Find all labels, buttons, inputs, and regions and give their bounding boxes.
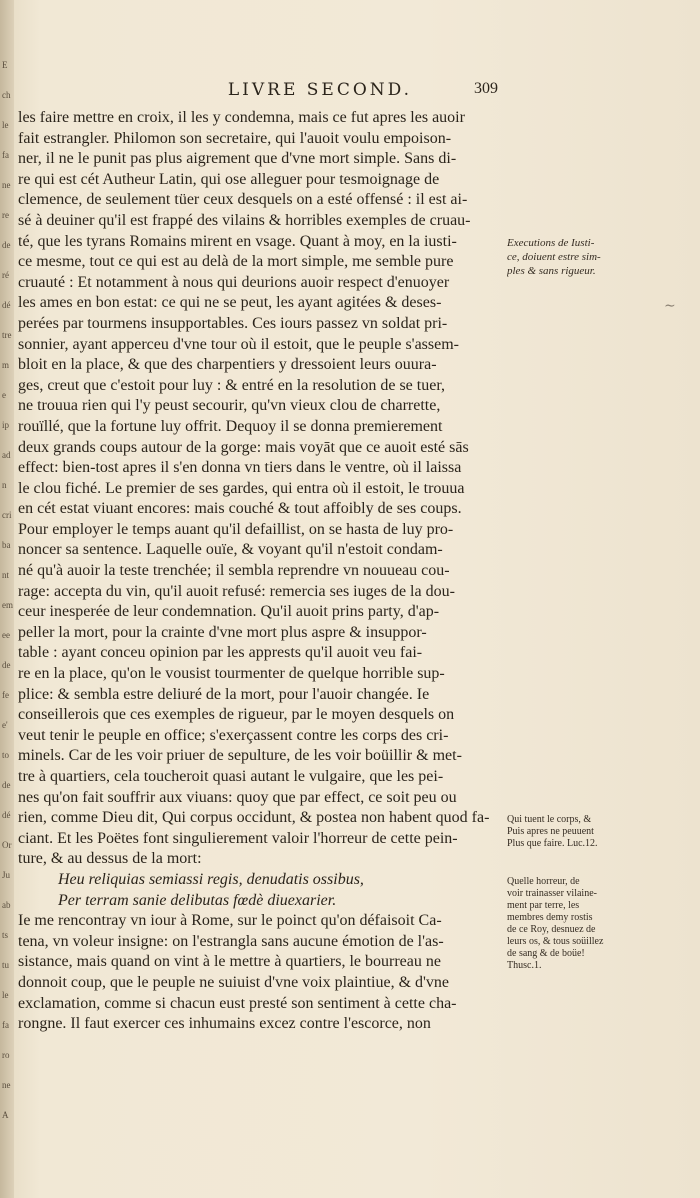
text-line: les ames en bon estat: ce qui ne se peut, les ayant agitées & deses- [18, 294, 442, 312]
margin-note-line: Puis apres ne peuuent [507, 826, 594, 837]
text-line: Pour employer le temps auant qu'il defaillist, on se hasta de luy pro- [18, 520, 454, 538]
margin-fragment: E [2, 60, 8, 70]
latin-quote-line: Per terram sanie delibutas fœdè diuexarier. [58, 891, 337, 909]
text-line: ture, & au dessus de la mort: [18, 850, 202, 868]
text-line: re en la place, qu'on le vousist tourmenter de quelque horrible sup- [18, 665, 445, 683]
margin-fragment: e' [2, 720, 8, 730]
margin-fragment: cri [2, 510, 12, 520]
margin-fragment: ro [2, 1050, 10, 1060]
margin-fragment: Ju [2, 870, 11, 880]
text-line: sé à deuiner qu'il est frappé des vilains & horribles exemples de cruau- [18, 211, 471, 229]
text-line: perées par tourmens insupportables. Ces iours passez vn soldat pri- [18, 314, 448, 332]
margin-note-executions [507, 236, 627, 278]
margin-fragment: fa [2, 150, 9, 160]
margin-fragment: m [2, 360, 10, 370]
margin-note-line: de sang & de boüe! [507, 948, 585, 959]
margin-fragment: nt [2, 570, 10, 580]
text-line: peller la mort, pour la crainte d'vne mort plus aspre & insuppor- [18, 623, 427, 641]
text-line: noncer sa sentence. Laquelle ouïe, & voyant qu'il n'estoit condam- [18, 541, 443, 559]
text-line: ner, il ne le punit pas plus aigrement que d'vne mort simple. Sans di- [18, 150, 457, 168]
margin-note-line: membres demy rostis [507, 912, 593, 923]
margin-fragment: ne [2, 1080, 11, 1090]
margin-note-line: leurs os, & tous soüillez [507, 936, 604, 947]
margin-fragment: de [2, 240, 11, 250]
text-line: té, que les tyrans Romains mirent en vsage. Quant à moy, en la iusti- [18, 232, 457, 250]
text-line: exclamation, comme si chacun eust presté son sentiment à cette cha- [18, 994, 457, 1012]
margin-note-line: Plus que faire. Luc.12. [507, 838, 598, 849]
margin-note-line: Thusc.1. [507, 960, 542, 971]
margin-fragment: le [2, 990, 9, 1000]
text-line: ne trouua rien qui l'y peust secourir, qu'vn vieux clou de charrette, [18, 397, 441, 415]
text-line: plice: & sembla estre deliuré de la mort, pour l'auoir changée. Ie [18, 685, 430, 703]
margin-note-line: Executions de Iusti- [507, 237, 595, 249]
text-line: clemence, de seulement tüer ceux desquels on a esté offensé : il est ai- [18, 191, 468, 209]
margin-fragment: ee [2, 630, 10, 640]
text-line: re qui est cét Autheur Latin, qui ose alleguer pour tesmoignage de [18, 170, 440, 188]
text-line: rouïllé, que la fortune luy offrit. Dequoy il se donna premierement [18, 417, 443, 435]
margin-fragment: ab [2, 900, 11, 910]
text-line: effect: bien-tost apres il s'en donna vn tiers dans le ventre, où il laissa [18, 459, 462, 477]
text-line: sistance, mais quand on vint à le mettre à quartiers, le bourreau ne [18, 953, 441, 971]
margin-fragment: re [2, 210, 9, 220]
text-line: Ie me rencontray vn iour à Rome, sur le poinct qu'on défaisoit Ca- [18, 912, 442, 930]
latin-quote-line: Heu reliquias semiassi regis, denudatis ossibus, [58, 870, 364, 888]
text-line: cruauté : Et notamment à nous qui deurions auoir respect d'enuoyer [18, 273, 450, 291]
text-line: né qu'à auoir la teste trenchée; il sembla reprendre vn nouueau cou- [18, 562, 450, 580]
text-line: rongne. Il faut exercer ces inhumains excez contre l'escorce, non [18, 1015, 431, 1033]
margin-fragment: dé [2, 810, 11, 820]
text-line: les faire mettre en croix, il les y condemna, mais ce fut apres les auoir [18, 109, 465, 126]
text-line: donnoit coup, que le peuple ne suiuist d'vne voix plaintiue, & d'vne [18, 973, 450, 991]
margin-fragment: de [2, 660, 11, 670]
margin-fragment: fe [2, 690, 9, 700]
margin-note-line: ples & sans rigueur. [507, 265, 596, 277]
margin-fragment: le [2, 120, 9, 130]
body-text [18, 108, 502, 1035]
page-number: 309 [474, 80, 498, 97]
margin-note-line: de ce Roy, desnuez de [507, 924, 596, 935]
margin-fragment: to [2, 750, 10, 760]
margin-note-line: Quelle horreur, de [507, 876, 580, 887]
text-line: le clou fiché. Le premier de ses gardes, qui entra où il estoit, le trouua [18, 479, 465, 497]
text-line: ceur inesperée de leur condemnation. Qu'il auoit prins party, d'ap- [18, 603, 440, 621]
text-line: deux grands coups autour de la gorge: mais voyāt que ce auoit esté sās [18, 438, 469, 456]
margin-fragment: em [2, 600, 13, 610]
margin-note-line: voir trainasser vilaine- [507, 888, 597, 899]
margin-fragment: ré [2, 270, 9, 280]
margin-fragment: ch [2, 90, 11, 100]
margin-note-line: ce, doiuent estre sim- [507, 251, 601, 263]
margin-note-qui-tuent [507, 814, 627, 850]
running-head: LIVRE SECOND. [227, 80, 413, 100]
text-line: ges, creut que c'estoit pour luy : & entré en la resolution de se tuer, [18, 376, 445, 394]
margin-fragment: Or [2, 840, 12, 850]
margin-fragment: de [2, 780, 11, 790]
margin-fragment: e [2, 390, 6, 400]
margin-fragment: dé [2, 300, 11, 310]
margin-fragment: ip [2, 420, 10, 430]
text-line: rien, comme Dieu dit, Qui corpus occidunt, & postea non habent quod fa- [18, 809, 490, 827]
margin-fragment: A [2, 1110, 9, 1120]
margin-fragment: tre [2, 330, 12, 340]
text-line: ciant. Et les Poëtes font singulierement valoir l'horreur de cette pein- [18, 829, 458, 847]
margin-fragment: ad [2, 450, 11, 460]
margin-fragment: ts [2, 930, 9, 940]
margin-note-line: Qui tuent le corps, & [507, 814, 592, 825]
text-line: en cét estat viuant encores: mais couché & tout affoibly de ses coups. [18, 500, 462, 518]
text-line: fait estrangler. Philomon son secretaire, qui l'auoit voulu empoison- [18, 129, 452, 147]
margin-fragment: tu [2, 960, 10, 970]
margin-note-line: ment par terre, les [507, 900, 580, 911]
margin-fragment: fa [2, 1020, 9, 1030]
pencil-mark-icon: ∼ [664, 298, 676, 314]
text-line: rage: accepta du vin, qu'il auoit refusé: remercia ses iuges de la dou- [18, 582, 455, 600]
text-line: tena, vn voleur insigne: on l'estrangla sans aucune émotion de l'as- [18, 932, 444, 950]
text-line: tre à quartiers, cela toucheroit quasi autant le vulgaire, que les pei- [18, 768, 444, 785]
margin-fragment: ne [2, 180, 11, 190]
text-line: ce mesme, tout ce qui est au delà de la mort simple, me semble pure [18, 253, 454, 271]
text-line: minels. Car de les voir priuer de sepulture, de les voir boüillir & met- [18, 747, 462, 765]
text-line: conseillerois que ces exemples de rigueur, par le moyen desquels on [18, 706, 455, 724]
text-line: sonnier, ayant apperceu d'vne tour où il estoit, que le peuple s'assem- [18, 335, 459, 353]
text-line: veut tenir le peuple en office; s'exerçassent contre les corps des cri- [18, 726, 449, 744]
text-line: nes qu'on fait souffrir aux viuans: quoy que par effect, ce soit peu ou [18, 788, 457, 806]
text-line: table : ayant conceu opinion par les apprests qu'il auoit veu fai- [18, 644, 423, 662]
margin-fragment: ba [2, 540, 11, 550]
margin-fragment: n [2, 480, 7, 490]
margin-note-quelle-horreur [507, 876, 627, 972]
text-line: bloit en la place, & que des charpentiers y dressoient leurs ouura- [18, 356, 437, 374]
